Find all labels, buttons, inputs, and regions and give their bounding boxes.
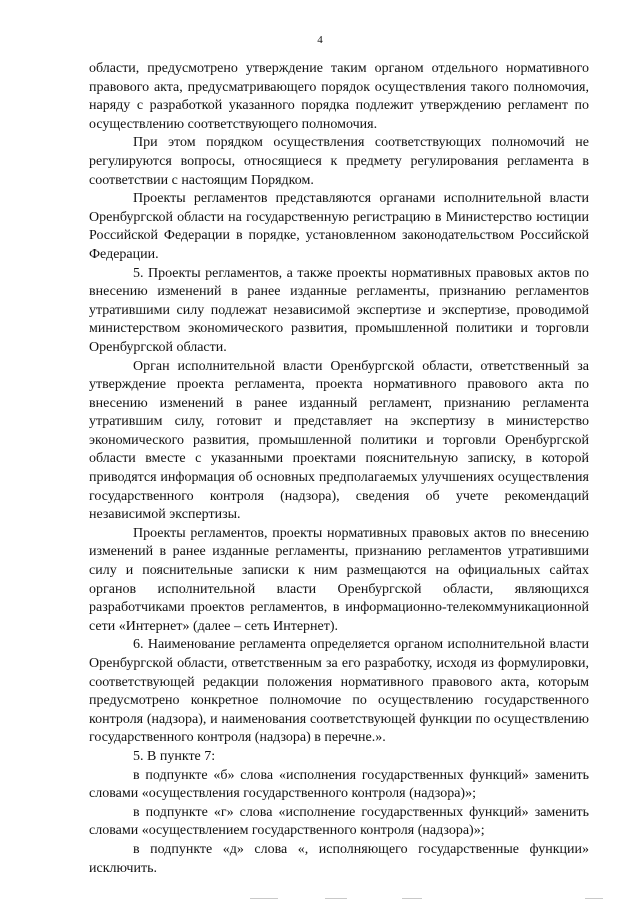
paragraph-item-5-expertise: 5. Проекты регламентов, а также проекты нормативных правовых актов по внесению изменений в ранее изданные регламенты, признанию регламентов утратившими силу подлежат независимой экспертизе и экспертизе, проводимой министерством экономического развития, промышленной политики и торговли Оренбургской области.: [89, 265, 589, 355]
paragraph-continuation: области, предусмотрено утверждение таким органом отдельного нормативного правового акта, предусматривающего порядок осуществления такого полномочия, наряду с разработкой указанного порядка подлежит утверждению регламент по осуществлению соответствующего полномочия.: [89, 61, 589, 132]
paragraph-procedure-note: При этом порядком осуществления соответствующих полномочий не регулируются вопросы, относящиеся к предмету регулирования регламента в соответствии с настоящим Порядком.: [89, 135, 589, 188]
paragraph-internet-publication: Проекты регламентов, проекты нормативных правовых актов по внесению изменений в ранее изданные регламенты, признанию регламентов утратившими силу и пояснительные записки к ним размещаются на официальных сайтах органов исполнительной власти Оренбургской области, являющихся разработчиками проектов регламентов, в информационно-телекоммуникационной сети «Интернет» (далее – сеть Интернет).: [89, 525, 589, 634]
scan-bottom-artifact: [0, 897, 640, 901]
paragraph-subitem-g: в подпункте «г» слова «исполнение государственных функций» заменить словами «осуществлением государственного контроля (надзора)»;: [89, 804, 589, 839]
page-number: 4: [317, 34, 323, 46]
paragraph-item-6-name: 6. Наименование регламента определяется органом исполнительной власти Оренбургской области, ответственным за его разработку, исходя из формулировки, соответствующей редакции положения нормативного правового акта, которым предусмотрено конкретное полномочие по осуществлению государственного контроля (надзора), и наименования соответствующей функции по осуществлению государственного контроля (надзора) в перечне.».: [89, 637, 589, 746]
paragraph-subitem-d: в подпункте «д» слова «, исполняющего государственные функции» исключить.: [89, 841, 589, 876]
paragraph-item-7-heading: 5. В пункте 7:: [133, 748, 216, 764]
paragraph-subitem-b: в подпункте «б» слова «исполнения государственных функций» заменить словами «осуществления государственного контроля (надзора)»;: [89, 767, 589, 802]
paragraph-explanatory-note: Орган исполнительной власти Оренбургской области, ответственный за утверждение проекта регламента, проекта нормативного правового акта по внесению изменений в ранее изданный регламент, признанию регламента утратившим силу, готовит и представляет на экспертизу в министерство экономического развития, промышленной политики и торговли Оренбургской области вместе с указанными проектами пояснительную записку, в которой приводятся информация об основных предполагаемых улучшениях осуществления государственного контроля (надзора), сведения об учете рекомендаций независимой экспертизы.: [89, 358, 589, 523]
document-body: [89, 60, 589, 878]
paragraph-registration: Проекты регламентов представляются органами исполнительной власти Оренбургской области на государственную регистрацию в Министерство юстиции Российской Федерации в порядке, установленном законодательством Российской Федерации.: [89, 191, 589, 262]
